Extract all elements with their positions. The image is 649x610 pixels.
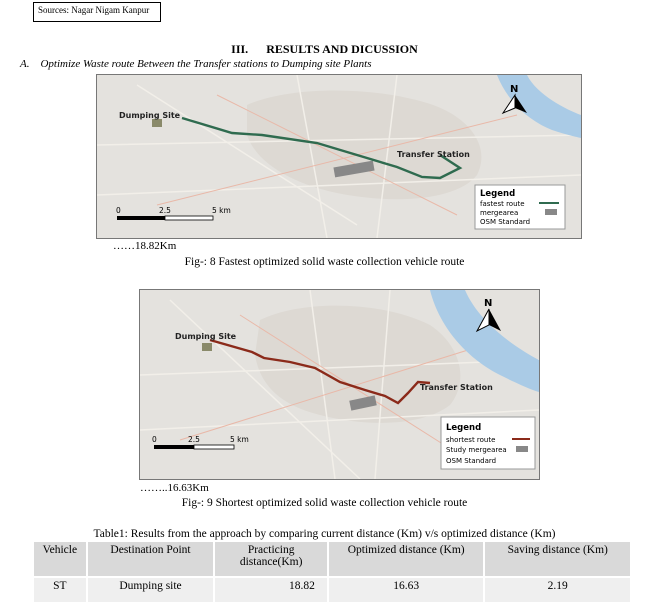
header-practicing: Practicing distance(Km): [214, 542, 328, 577]
subsection-heading: [20, 58, 372, 70]
subsection-label: A.: [20, 58, 30, 70]
cell-saving: 2.19: [484, 577, 631, 602]
map2-dumping-label: Dumping Site: [175, 332, 237, 341]
map1-legend: [475, 185, 565, 229]
shortest-route-map: [139, 289, 540, 480]
svg-text:shortest route: shortest route: [446, 436, 496, 444]
map2-transfer-label: Transfer Station: [420, 383, 493, 392]
svg-text:0: 0: [152, 435, 157, 444]
table-header-row: [34, 542, 631, 577]
subsection-title: Optimize Waste route Between the Transfer stations to Dumping site Plants: [40, 58, 372, 70]
table-title: Table1: Results from the approach by comparing current distance (Km) v/s optimized distance (Km): [93, 528, 556, 540]
svg-text:2.5: 2.5: [188, 435, 200, 444]
cell-destination: Dumping site: [87, 577, 215, 602]
shortest-distance: ……..16.63Km: [140, 482, 209, 494]
header-destination: Destination Point: [87, 542, 215, 577]
cell-practicing: 18.82: [214, 577, 328, 602]
svg-text:Study mergearea: Study mergearea: [446, 446, 507, 454]
svg-text:N: N: [510, 84, 519, 95]
map1-transfer-label: Transfer Station: [397, 150, 470, 159]
svg-text:OSM Standard: OSM Standard: [480, 218, 531, 226]
svg-text:5 km: 5 km: [230, 435, 249, 444]
figure-8-caption: Fig-: 8 Fastest optimized solid waste collection vehicle route: [184, 256, 465, 268]
svg-text:0: 0: [116, 206, 121, 215]
svg-text:Legend: Legend: [446, 423, 482, 433]
cell-optimized: 16.63: [328, 577, 485, 602]
svg-text:Legend: Legend: [480, 189, 516, 199]
results-table: [34, 542, 632, 602]
fastest-distance: ……18.82Km: [113, 240, 177, 252]
svg-text:OSM Standard: OSM Standard: [446, 457, 497, 465]
map2-legend: [441, 417, 535, 469]
header-vehicle: Vehicle: [34, 542, 87, 577]
fastest-route-map: [96, 74, 582, 239]
source-note: Sources: Nagar Nigam Kanpur: [33, 2, 161, 22]
svg-text:fastest route: fastest route: [480, 200, 525, 208]
cell-vehicle: ST: [34, 577, 87, 602]
figure-9-caption: Fig-: 9 Shortest optimized solid waste collection vehicle route: [181, 497, 468, 509]
map1-dumping-label: Dumping Site: [119, 111, 181, 120]
section-number: III.: [231, 42, 249, 56]
header-saving: Saving distance (Km): [484, 542, 631, 577]
section-title: RESULTS AND DICUSSION: [266, 42, 418, 56]
svg-text:5 km: 5 km: [212, 206, 231, 215]
header-optimized: Optimized distance (Km): [328, 542, 485, 577]
table-row: [34, 577, 631, 602]
svg-text:mergearea: mergearea: [480, 209, 519, 217]
svg-text:2.5: 2.5: [159, 206, 171, 215]
svg-text:N: N: [484, 298, 493, 309]
section-heading: [0, 42, 649, 57]
